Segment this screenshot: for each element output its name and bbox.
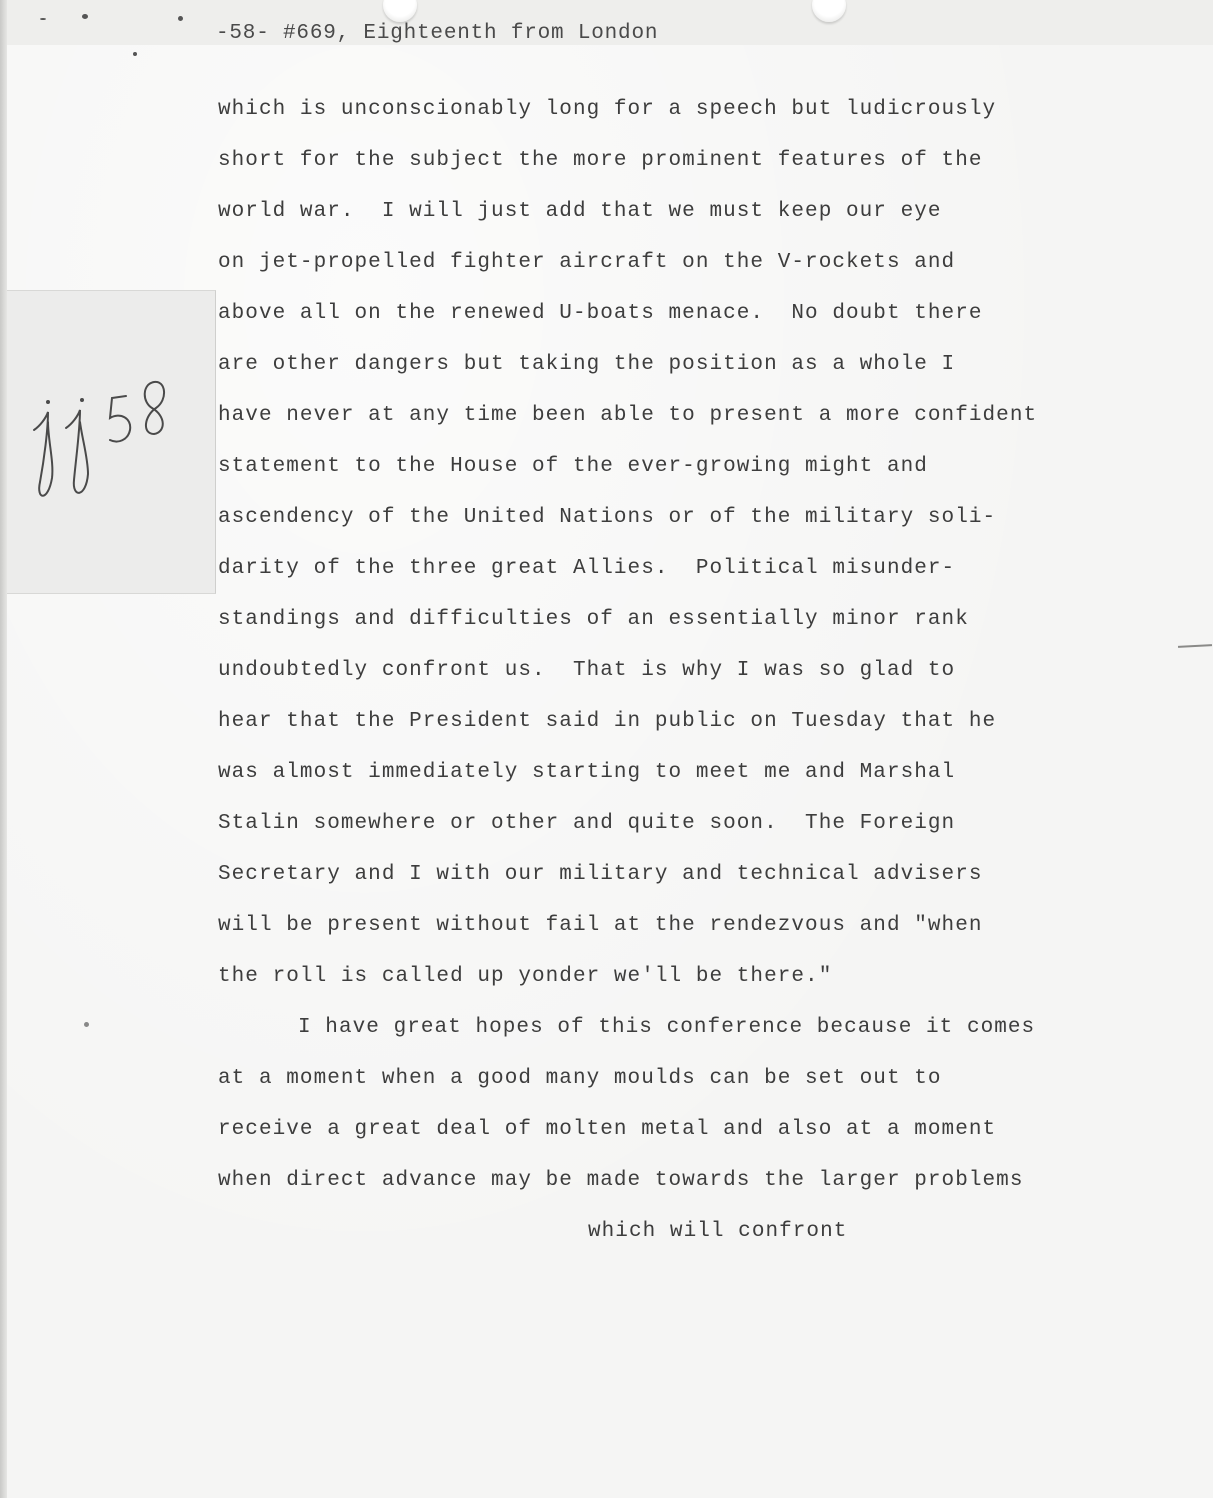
text-line: world war. I will just add that we must keep our eye (218, 200, 942, 223)
text-line: short for the subject the more prominent features of the (218, 149, 983, 172)
text-line: was almost immediately starting to meet me and Marshal (218, 761, 956, 784)
continuation-catchword: which will confront (588, 1220, 848, 1243)
text-line: at a moment when a good many moulds can be set out to (218, 1067, 942, 1090)
text-line: which is unconscionably long for a speech but ludicrously (218, 98, 997, 121)
paragraph-start-line: I have great hopes of this conference because it comes (298, 1016, 1036, 1039)
text-line: will be present without fail at the rendezvous and "when (218, 914, 983, 937)
text-line: have never at any time been able to present a more confident (218, 404, 1038, 427)
text-line: the roll is called up yonder we'll be there." (218, 965, 833, 988)
text-line: Secretary and I with our military and technical advisers (218, 863, 983, 886)
text-line: undoubtedly confront us. That is why I was so glad to (218, 659, 956, 682)
text-line: hear that the President said in public on Tuesday that he (218, 710, 997, 733)
document-header: -58- #669, Eighteenth from London (216, 22, 659, 45)
text-line: are other dangers but taking the position as a whole I (218, 353, 956, 376)
paper-speck (178, 16, 183, 21)
text-line: ascendency of the United Nations or of the military soli- (218, 506, 997, 529)
paper-speck (40, 18, 46, 20)
margin-pencil-mark (1178, 644, 1212, 648)
text-line: when direct advance may be made towards the larger problems (218, 1169, 1024, 1192)
handwriting-jj58-icon (26, 370, 186, 520)
paper-left-edge (0, 0, 7, 1498)
text-line: Stalin somewhere or other and quite soon. The Foreign (218, 812, 956, 835)
text-line: receive a great deal of molten metal and also at a moment (218, 1118, 997, 1141)
text-line: darity of the three great Allies. Political misunder- (218, 557, 956, 580)
paper-speck (84, 1022, 89, 1027)
handwritten-annotation (26, 370, 186, 520)
text-line: on jet-propelled fighter aircraft on the V-rockets and (218, 251, 956, 274)
paper-speck (82, 14, 88, 19)
document-body (218, 90, 1148, 1263)
text-line: standings and difficulties of an essentially minor rank (218, 608, 969, 631)
text-line: statement to the House of the ever-growing might and (218, 455, 928, 478)
paper-speck (133, 52, 137, 56)
text-line: above all on the renewed U-boats menace. No doubt there (218, 302, 983, 325)
